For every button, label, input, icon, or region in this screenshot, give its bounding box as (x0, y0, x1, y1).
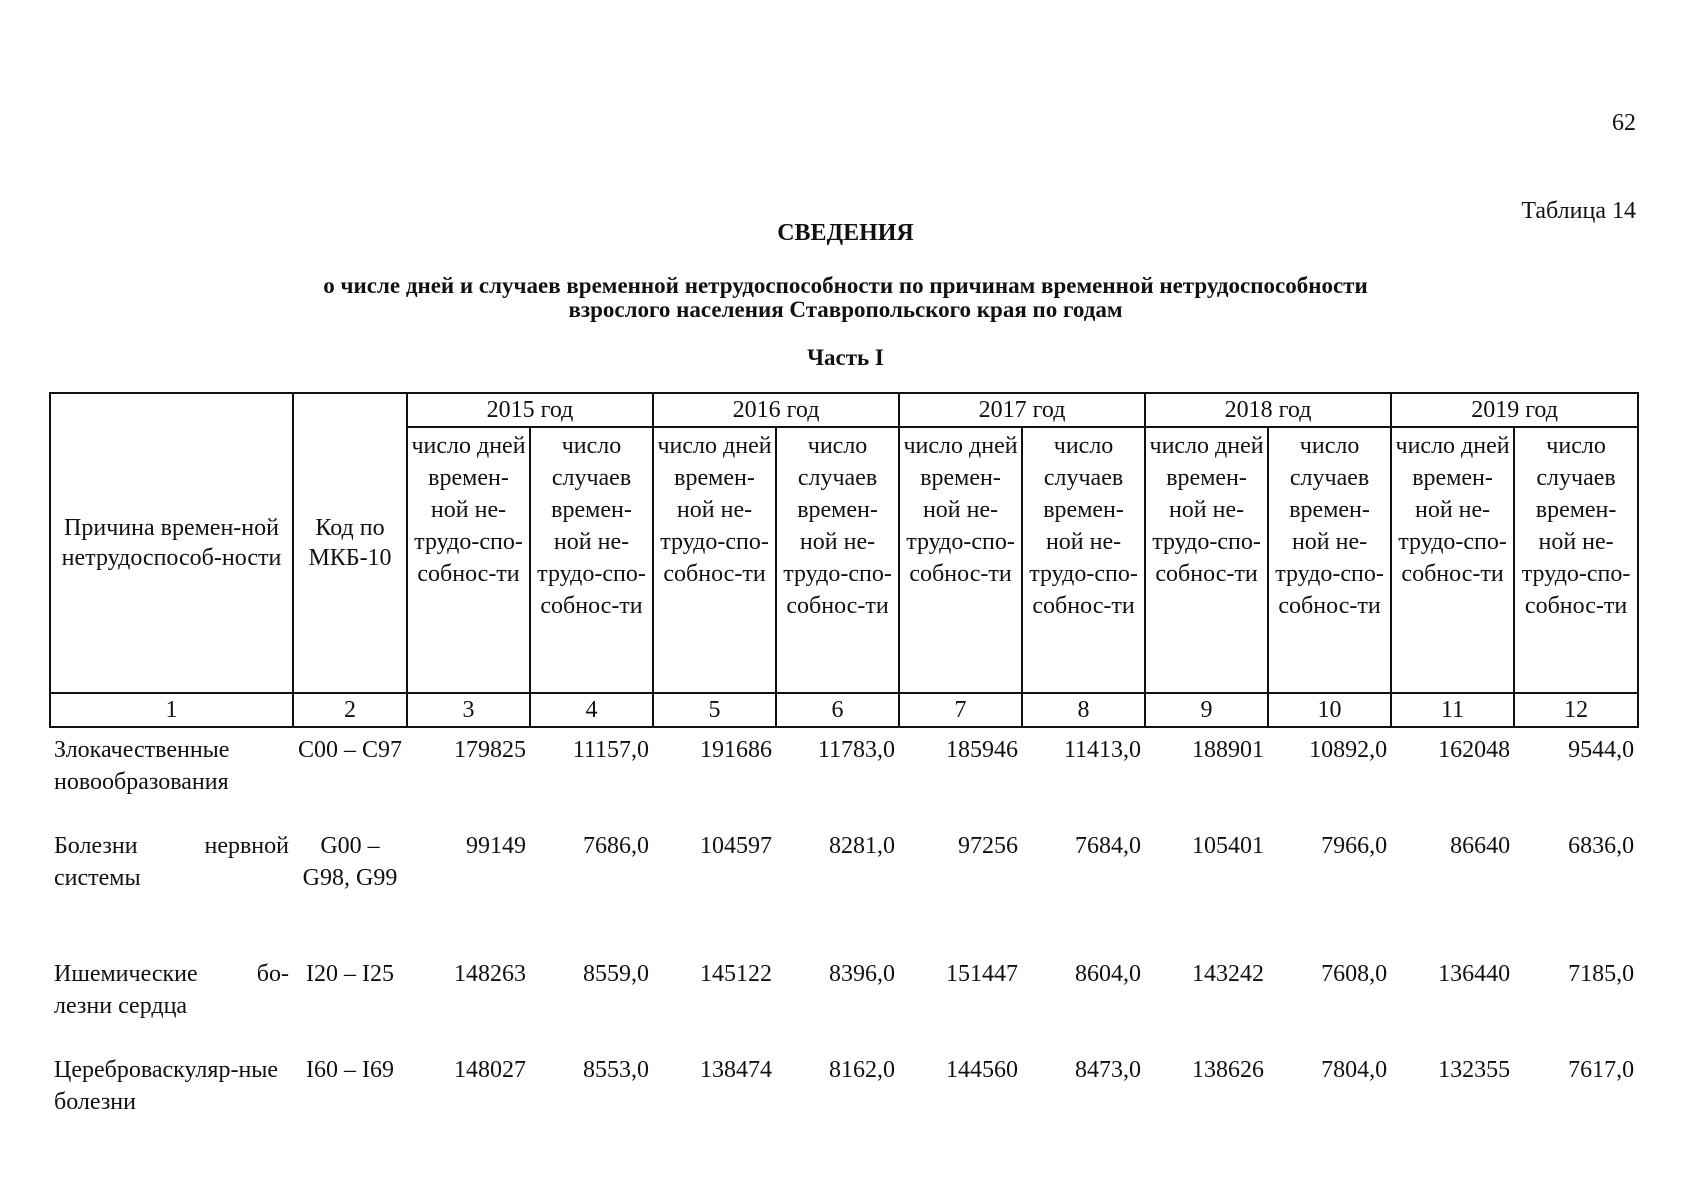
document-subtitle (200, 274, 1491, 322)
header-year-2015: 2015 год (407, 393, 653, 427)
table-row (50, 952, 1638, 1048)
header-cases: число случаев времен-ной не-трудо-спо-собнос-ти (776, 427, 899, 693)
code-cell: С00 – С97 (297, 737, 402, 763)
page-number: 62 (1612, 110, 1636, 136)
value-cell: 11157,0 (572, 737, 650, 763)
value-cell: 162048 (1438, 737, 1511, 763)
code-cell: I20 – I25 (306, 961, 394, 987)
table-label: Таблица 14 (1521, 198, 1636, 224)
part-label: Часть I (807, 345, 884, 370)
column-numbers-row (50, 693, 1638, 727)
header-year-2018: 2018 год (1145, 393, 1391, 427)
column-number: 8 (1022, 693, 1145, 727)
value-cell: 185946 (946, 737, 1019, 763)
cause-text: Цереброваскуляр-ные болезни (54, 1057, 279, 1115)
header-days: число дней времен-ной не-трудо-спо-собнос-ти (1145, 427, 1268, 693)
column-number: 4 (530, 693, 653, 727)
document-title: СВЕДЕНИЯ (777, 220, 914, 246)
header-cases: число случаев времен-ной не-трудо-спо-собнос-ти (530, 427, 653, 693)
header-year-2017: 2017 год (899, 393, 1145, 427)
header-year-2016: 2016 год (653, 393, 899, 427)
value-cell: 8473,0 (1075, 1057, 1142, 1083)
value-cell: 6836,0 (1568, 833, 1635, 859)
subtitle-line-2: взрослого населения Ставропольского края по годам (568, 297, 1123, 322)
column-number: 12 (1514, 693, 1638, 727)
table-row (50, 727, 1638, 824)
value-cell: 7804,0 (1321, 1057, 1388, 1083)
column-number: 10 (1268, 693, 1391, 727)
column-number: 11 (1391, 693, 1514, 727)
value-cell: 104597 (700, 833, 773, 859)
value-cell: 8281,0 (829, 833, 896, 859)
cause-text: Болезни нервной системы (54, 833, 289, 891)
header-days: число дней времен-ной не-трудо-спо-собнос-ти (1391, 427, 1514, 693)
value-cell: 10892,0 (1309, 737, 1388, 763)
header-year-2019: 2019 год (1391, 393, 1638, 427)
value-cell: 7686,0 (583, 833, 650, 859)
column-number: 2 (293, 693, 407, 727)
value-cell: 8396,0 (829, 961, 896, 987)
subtitle-line-1: о числе дней и случаев временной нетрудоспособности по причинам временной нетрудоспособности (323, 273, 1368, 298)
value-cell: 148027 (454, 1057, 526, 1083)
value-cell: 138626 (1192, 1057, 1265, 1083)
value-cell: 8553,0 (583, 1057, 650, 1083)
statistics-table (49, 392, 1639, 1134)
value-cell: 7185,0 (1568, 961, 1635, 987)
value-cell: 144560 (946, 1057, 1019, 1083)
cause-text: Ишемические бо-лезни сердца (54, 961, 289, 1019)
value-cell: 145122 (700, 961, 773, 987)
value-cell: 8559,0 (583, 961, 650, 987)
cause-cell (50, 1048, 293, 1134)
header-years-row (50, 393, 1638, 427)
value-cell: 7608,0 (1321, 961, 1388, 987)
value-cell: 7617,0 (1568, 1057, 1635, 1083)
cause-cell (50, 952, 293, 1048)
header-cause: Причина времен-ной нетрудоспособ-ности (50, 393, 293, 693)
value-cell: 132355 (1438, 1057, 1511, 1083)
header-cases: число случаев времен-ной не-трудо-спо-собнос-ти (1268, 427, 1391, 693)
value-cell: 99149 (466, 833, 526, 859)
header-code: Код по МКБ-10 (293, 393, 407, 693)
value-cell: 138474 (700, 1057, 773, 1083)
cause-text: Злокачественные новообразования (54, 737, 230, 795)
value-cell: 191686 (700, 737, 773, 763)
column-number: 7 (899, 693, 1022, 727)
header-days: число дней времен-ной не-трудо-спо-собнос-ти (407, 427, 530, 693)
value-cell: 179825 (454, 737, 526, 763)
value-cell: 8604,0 (1075, 961, 1142, 987)
value-cell: 11783,0 (817, 737, 896, 763)
value-cell: 105401 (1192, 833, 1265, 859)
value-cell: 188901 (1192, 737, 1265, 763)
column-number: 3 (407, 693, 530, 727)
value-cell: 9544,0 (1568, 737, 1635, 763)
value-cell: 8162,0 (829, 1057, 896, 1083)
table-row (50, 1048, 1638, 1134)
value-cell: 143242 (1192, 961, 1265, 987)
value-cell: 148263 (454, 961, 526, 987)
column-number: 1 (50, 693, 293, 727)
header-days: число дней времен-ной не-трудо-спо-собнос-ти (899, 427, 1022, 693)
value-cell: 151447 (946, 961, 1019, 987)
header-days: число дней времен-ной не-трудо-спо-собнос-ти (653, 427, 776, 693)
code-cell: G00 – G98, G99 (302, 833, 398, 891)
cause-cell (50, 727, 293, 824)
value-cell: 7966,0 (1321, 833, 1388, 859)
column-number: 5 (653, 693, 776, 727)
table-row (50, 824, 1638, 952)
value-cell: 97256 (958, 833, 1019, 859)
value-cell: 136440 (1438, 961, 1511, 987)
value-cell: 86640 (1450, 833, 1511, 859)
header-cases: число случаев времен-ной не-трудо-спо-собнос-ти (1022, 427, 1145, 693)
header-cases: число случаев времен-ной не-трудо-спо-собнос-ти (1514, 427, 1638, 693)
cause-cell (50, 824, 293, 952)
value-cell: 7684,0 (1075, 833, 1142, 859)
column-number: 9 (1145, 693, 1268, 727)
code-cell: I60 – I69 (306, 1057, 394, 1083)
value-cell: 11413,0 (1063, 737, 1142, 763)
column-number: 6 (776, 693, 899, 727)
